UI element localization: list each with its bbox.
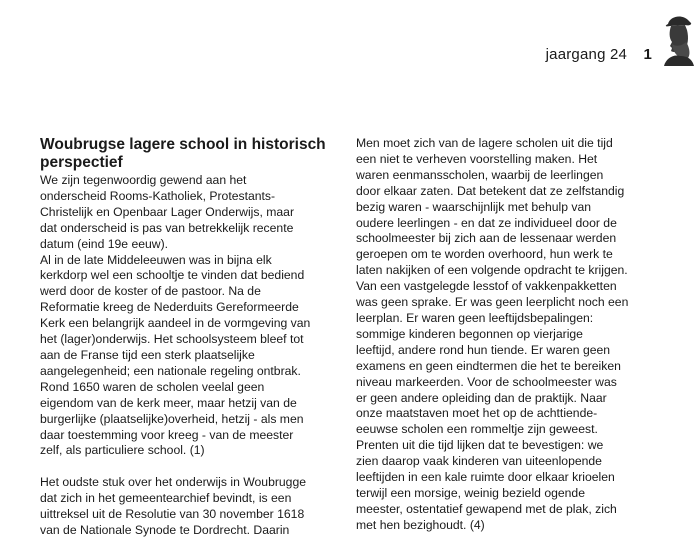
text-line: was geen sprake. Er was geen leerplicht noch een: [356, 295, 629, 310]
text-line: van de Nationale Synode te Dordrecht. Daarin: [40, 523, 290, 538]
text-line: zelf, als particuliere school. (1): [40, 443, 205, 458]
text-line: leeftijden in een kale ruimte door elkaar krioelen: [356, 470, 615, 485]
article-title: [40, 136, 330, 172]
text-line: oudere leerlingen - en dat ze individueel door de: [356, 215, 617, 230]
text-line: geroepen om te worden overhoord, hun werk te: [356, 247, 613, 262]
shoulders-shape: [664, 55, 694, 66]
text-line: het (lager)onderwijs. Het schoolsysteem bleef tot: [40, 332, 304, 347]
text-line: Reformatie kreeg de Nederduits Gereformeerde: [40, 300, 299, 315]
text-line: eigendom van de kerk meer, maar hetzij van de: [40, 395, 297, 410]
paragraph-archive: [40, 475, 330, 539]
text-line: dat onderscheid is pas van betrekkelijk recente: [40, 220, 294, 235]
text-line: terwijl een morsige, weinig bezield ogende: [356, 485, 585, 500]
paragraph-gap: [40, 459, 330, 475]
header-label: jaargang: [545, 46, 606, 63]
text-line: met hen bezighoudt. (4): [356, 517, 485, 532]
text-line: daar toestemming voor kreeg - van de meester: [40, 427, 294, 442]
page-header: [546, 46, 652, 63]
silhouette-portrait-icon: [658, 10, 694, 66]
text-line: een niet te verheven voorstelling maken. Het: [356, 151, 598, 166]
text-line: Kerk een belangrijk aandeel in de vormgeving van: [40, 316, 311, 331]
text-line: door elkaar zaten. Dat betekent dat ze zelfstandig: [356, 183, 625, 198]
text-line: waren eenmansscholen, waarbij de leerlingen: [356, 167, 604, 182]
right-column: [356, 136, 676, 534]
text-line: zien daarop vaak kinderen van uiteenlopende: [356, 454, 602, 469]
text-line: We zijn tegenwoordig gewend aan het: [40, 173, 247, 187]
paragraph-schools: [356, 136, 676, 534]
text-line: Men moet zich van de lagere scholen uit die tijd: [356, 136, 613, 150]
text-line: Rond 1650 waren de scholen veelal geen: [40, 379, 265, 394]
text-line: examens en geen eindtermen die het te bereiken: [356, 358, 621, 373]
paragraph-intro: [40, 173, 330, 253]
text-line: laten nakijken of een volgende opdracht te krijgen.: [356, 263, 628, 278]
text-line: onderscheid Rooms-Katholiek, Protestants-: [40, 188, 276, 203]
text-line: werd door de koster of de pastoor. Na de: [40, 284, 261, 299]
text-line: uittreksel uit de Resolutie van 30 november 1618: [40, 507, 305, 522]
paragraph-middle-ages: [40, 253, 330, 460]
text-line: onze maatstaven moet het op de achttiende-: [356, 406, 598, 421]
hat-shape: [666, 17, 691, 27]
text-line: niveau markeerden. Voor de schoolmeester was: [356, 374, 617, 389]
text-line: datum (eind 19e eeuw).: [40, 236, 169, 251]
text-line: Prenten uit die tijd lijken dat te bevestigen: we: [356, 438, 604, 453]
text-line: meester, ostentatief gewapend met de plak, zich: [356, 501, 617, 516]
text-line: Al in de late Middeleeuwen was in bijna elk: [40, 252, 272, 267]
text-line: Christelijk en Openbaar Lager Onderwijs, maar: [40, 204, 295, 219]
volume-number: 24: [609, 46, 628, 63]
text-line: Het oudste stuk over het onderwijs in Woubrugge: [40, 475, 307, 490]
text-line: dat zich in het gemeentearchief bevindt, is een: [40, 491, 292, 506]
text-line: kerkdorp wel een schooltje te vinden dat bediend: [40, 268, 305, 283]
text-line: er geen andere opleiding dan de praktijk. Naar: [356, 390, 607, 405]
issue-number: 1: [643, 46, 652, 63]
text-line: leeftijd, andere rond hun tiende. Er waren geen: [356, 342, 611, 357]
text-line: bezig waren - waarschijnlijk met behulp van: [356, 199, 592, 214]
text-line: aan de Franse tijd een sterk plaatselijke: [40, 347, 255, 362]
text-line: burgerlijke (plaatselijke)overheid, hetzij - als men: [40, 411, 304, 426]
text-line: eeuwse scholen een rommeltje zijn geweest.: [356, 422, 598, 437]
left-column: [40, 136, 330, 539]
text-line: sommige kinderen begonnen op vierjarige: [356, 326, 583, 341]
title-line: Woubrugse lagere school in historisch: [40, 136, 326, 153]
text-line: aangelegenheid; een nationale regeling ontbrak.: [40, 363, 301, 378]
text-line: leerplan. Er waren geen leeftijdsbepalingen:: [356, 310, 594, 325]
text-line: Van een vastgelegde lesstof of vakkenpakketten: [356, 279, 617, 294]
text-line: schoolmeester bij zich aan de lessenaar werden: [356, 231, 617, 246]
title-line: perspectief: [40, 154, 123, 171]
